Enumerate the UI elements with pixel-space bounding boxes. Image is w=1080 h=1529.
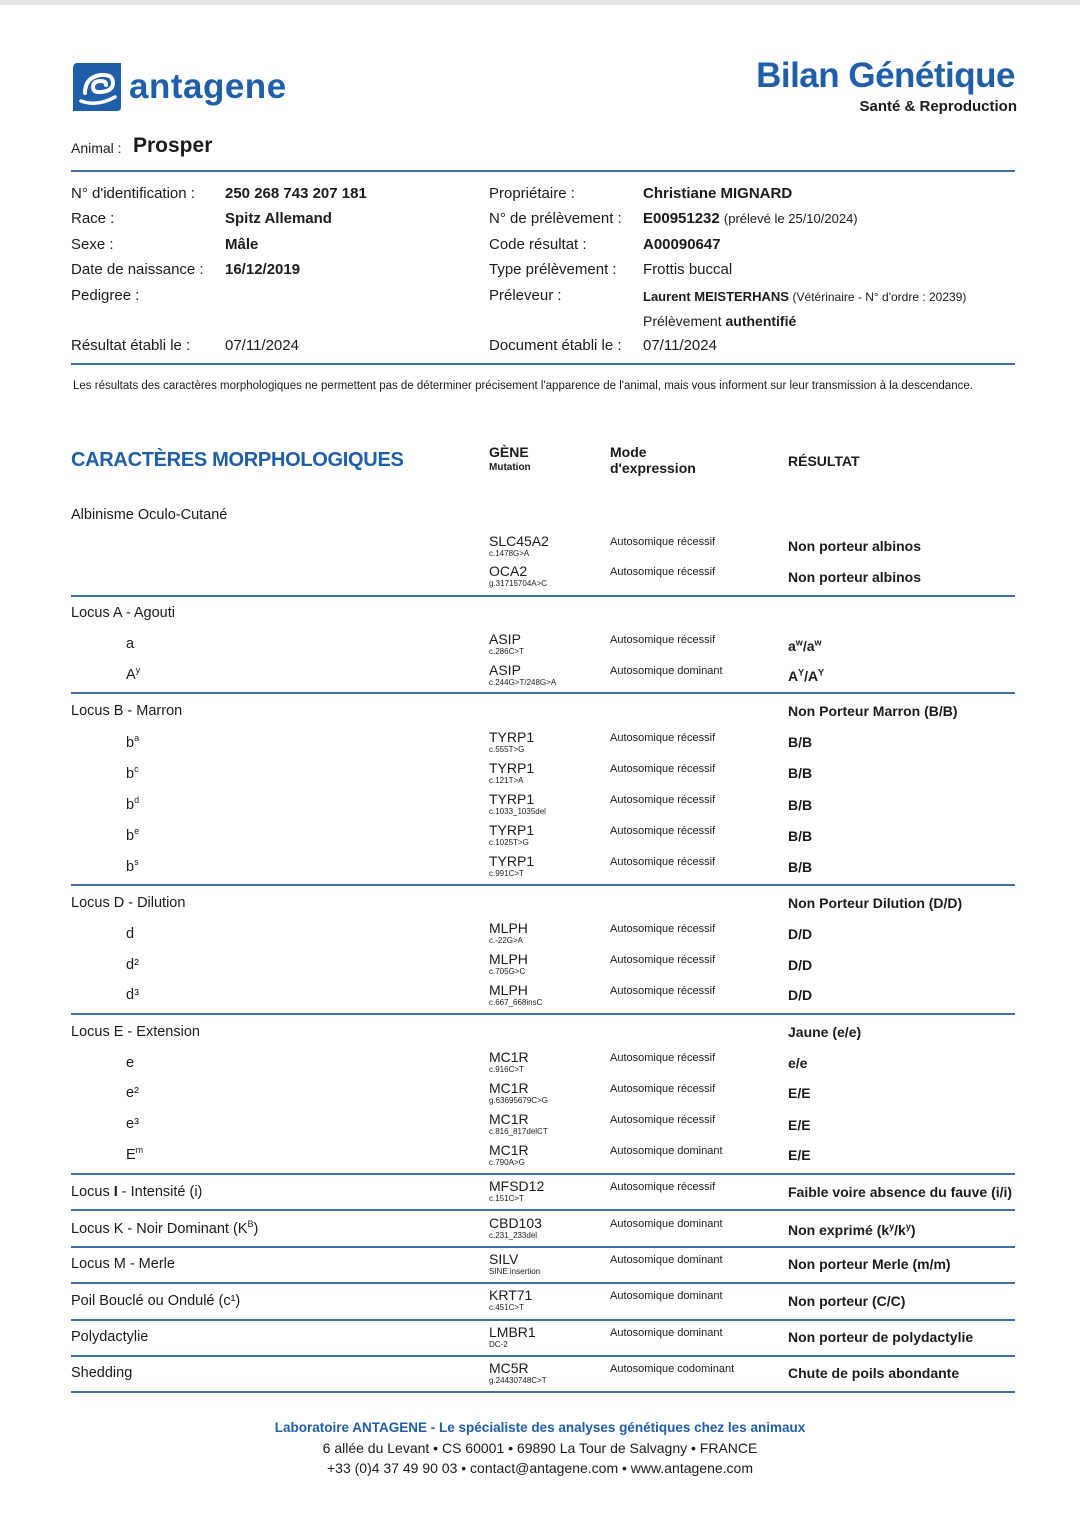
group-merle: Locus M - Merle [71,1256,175,1272]
expression-mode: Autosomique récessif [610,763,716,775]
gene-name: MC5R [489,1360,529,1376]
result: e/e [788,1055,808,1071]
expression-mode: Autosomique récessif [610,634,716,646]
variant: d² [126,957,139,973]
divider [71,1173,1015,1175]
allele: a [788,638,796,654]
variant: e³ [126,1116,139,1132]
variant-sup: c [134,764,139,775]
gene-name: LMBR1 [489,1324,536,1340]
gene-name: SLC45A2 [489,533,549,549]
variant: d [126,926,135,942]
variant-sup: e [134,826,140,837]
footer-lab: Laboratoire ANTAGENE - Le spécialiste des analyses génétiques chez les animaux [274,1420,806,1435]
mutation: g.24430748C>T [489,1376,547,1385]
report-subtitle: Santé & Reproduction [859,98,1017,115]
variant-base: b [126,859,135,875]
gene-name: ASIP [489,631,521,647]
allele-sep: /a [802,638,815,654]
mutation: c.451C>T [489,1303,524,1312]
dob-value: 16/12/2019 [225,261,301,278]
allele-sup: w [814,637,822,648]
gene-name: TYRP1 [489,729,535,745]
group-albinisme: Albinisme Oculo-Cutané [71,507,228,523]
result-mid: /k [894,1222,906,1238]
result-date-label: Résultat établi le : [71,337,191,354]
mutation: g.31715704A>C [489,579,548,588]
sexe-value: Mâle [225,236,259,253]
result: E/E [788,1117,811,1133]
group-extension: Locus E - Extension [71,1024,200,1040]
mutation: c.231_233del [489,1231,538,1240]
mutation: c.-22G>A [489,936,524,945]
gene-name: MC1R [489,1142,529,1158]
disclaimer: Les résultats des caractères morphologiques ne permettent pas de déterminer précisement l'apparence de l'animal, mais vous informent sur leur transmission à la descendance. [73,380,973,392]
variant-sup: s [134,857,139,868]
animal-label: Animal : [71,140,122,156]
allele-sep: /A [804,668,819,684]
result: B/B [788,734,813,750]
group-shedding: Shedding [71,1365,133,1381]
variant-sup: y [135,665,141,676]
result: B/B [788,797,813,813]
allele-sup: Y [818,667,825,678]
col-mode-line1: Mode [610,444,647,460]
result: Non porteur albinos [788,569,921,585]
expression-mode: Autosomique récessif [610,856,716,868]
owner-label: Propriétaire : [489,185,575,202]
mutation: g.63695679C>G [489,1096,548,1105]
group-result: Jaune (e/e) [788,1024,862,1040]
expression-mode: Autosomique dominant [610,1327,723,1339]
gene-name: TYRP1 [489,791,535,807]
auth-group [643,311,796,331]
gene-name: MC1R [489,1111,529,1127]
preleveur-note: (Vétérinaire - N° d'ordre : 20239) [792,290,967,304]
divider [71,1013,1015,1015]
expression-mode: Autosomique récessif [610,1181,716,1193]
sample-label: N° de prélèvement : [489,210,622,227]
type-value: Frottis buccal [643,261,733,278]
mutation: c.1033_1035del [489,807,546,816]
mutation: c.121T>A [489,776,524,785]
result: D/D [788,926,813,942]
group-result: Non Porteur Dilution (D/D) [788,895,963,911]
group-noir-dominant [71,1221,258,1237]
result-post: ) [910,1222,916,1238]
result [788,1222,916,1238]
footer-address: 6 allée du Levant • CS 60001 • 69890 La Tour de Salvagny • FRANCE [322,1440,758,1456]
expression-mode: Autosomique dominant [610,1218,723,1230]
gene-name: MLPH [489,982,528,998]
doc-date-value: 07/11/2024 [643,337,717,354]
variant [126,828,139,844]
footer-contact: +33 (0)4 37 49 90 03 • contact@antagene.com • www.antagene.com [326,1460,753,1476]
expression-mode: Autosomique dominant [610,1254,723,1266]
result [788,668,824,684]
mutation: c.667_668insC [489,998,543,1007]
variant-sup: m [135,1145,144,1156]
result: E/E [788,1085,811,1101]
variant-base: E [126,1147,136,1163]
allele-sup: w [795,637,803,648]
result: Non porteur de polydactylie [788,1329,974,1345]
race-value: Spitz Allemand [225,210,332,227]
preleveur-value: Laurent MEISTERHANS [643,289,789,304]
result: B/B [788,828,813,844]
result [788,638,822,654]
result-sup: y [905,1221,911,1232]
variant [126,766,139,782]
gene-name: MC1R [489,1049,529,1065]
variant-base: b [126,735,135,751]
gene-name: MC1R [489,1080,529,1096]
allele: A [788,668,799,684]
variant [126,1147,143,1163]
logo-wordmark: antagene [129,67,287,106]
expression-mode: Autosomique récessif [610,985,716,997]
divider [71,595,1015,597]
result-date-value: 07/11/2024 [225,337,299,354]
mutation: DC-2 [489,1340,508,1349]
gene-name: ASIP [489,662,521,678]
group-intensite-post: - Intensité (i) [117,1184,203,1200]
result: D/D [788,957,813,973]
code-value: A00090647 [643,236,721,253]
expression-mode: Autosomique dominant [610,665,723,677]
section-title: CARACTÈRES MORPHOLOGIQUES [71,449,404,471]
gene-name: MLPH [489,920,528,936]
report-title: Bilan Génétique [756,56,1015,95]
group-polydactylie: Polydactylie [71,1329,149,1345]
result: Faible voire absence du fauve (i/i) [788,1184,1013,1200]
gene-name: TYRP1 [489,760,535,776]
col-mode-line2: d'expression [610,460,696,476]
variant [126,667,140,683]
doc-date-label: Document établi le : [489,337,622,354]
preleveur-group [643,287,966,307]
col-mode [610,444,696,476]
gene-name: OCA2 [489,563,528,579]
col-result: RÉSULTAT [788,453,860,469]
expression-mode: Autosomique codominant [610,1363,735,1375]
variant: e² [126,1085,139,1101]
variant: e [126,1055,135,1071]
preleveur-label: Préleveur : [489,287,562,304]
result: Chute de poils abondante [788,1365,960,1381]
type-label: Type prélèvement : [489,261,617,278]
group-intensite-pre: Locus [71,1184,114,1200]
mutation: c.1025T>G [489,838,529,847]
expression-mode: Autosomique récessif [610,566,716,578]
sample-note: (prélevé le 25/10/2024) [723,211,858,226]
mutation: c.816_817delCT [489,1127,548,1136]
variant-base: b [126,797,135,813]
auth-status: authentifié [725,313,797,329]
col-mutation-label: Mutation [489,462,531,473]
result: D/D [788,987,813,1003]
dob-label: Date de naissance : [71,261,204,278]
mutation: c.286C>T [489,647,524,656]
divider [71,692,1015,694]
mutation: c.244G>T/248G>A [489,678,557,687]
sample-value: E00951232 [643,210,720,227]
result: Non porteur (C/C) [788,1293,906,1309]
animal-name: Prosper [133,134,213,157]
race-label: Race : [71,210,115,227]
gene-name: TYRP1 [489,853,535,869]
col-gene [489,444,531,476]
result: E/E [788,1147,811,1163]
group-result: Non Porteur Marron (B/B) [788,703,958,719]
gene-name: KRT71 [489,1287,533,1303]
variant [126,797,139,813]
gene-name: MLPH [489,951,528,967]
group-poil: Poil Bouclé ou Ondulé (c¹) [71,1293,241,1309]
result: Non porteur Merle (m/m) [788,1256,951,1272]
variant [126,735,139,751]
sexe-label: Sexe : [71,236,114,253]
variant [126,859,139,875]
group-dilution: Locus D - Dilution [71,895,186,911]
group-agouti: Locus A - Agouti [71,605,175,621]
expression-mode: Autosomique récessif [610,794,716,806]
expression-mode: Autosomique dominant [610,1145,723,1157]
group-noir-pre: Locus K - Noir Dominant (K [71,1221,248,1237]
divider [71,1391,1015,1393]
divider [71,1319,1015,1321]
divider [71,1209,1015,1211]
allele-sup: Y [798,667,805,678]
gene-name: CBD103 [489,1215,542,1231]
gene-name: TYRP1 [489,822,535,838]
mutation: c.151C>T [489,1194,524,1203]
variant: a [126,636,135,652]
variant-base: b [126,828,135,844]
divider [71,1282,1015,1284]
result: Non porteur albinos [788,538,921,554]
antagene-logo-icon [71,61,123,113]
col-gene-label: GÈNE [489,444,529,460]
divider [71,1355,1015,1357]
variant-base: b [126,766,135,782]
result-pre: Non exprimé (k [788,1222,890,1238]
variant: d³ [126,987,139,1003]
mutation: c.790A>G [489,1158,525,1167]
id-value: 250 268 743 207 181 [225,185,367,202]
result: B/B [788,765,813,781]
gene-name: MFSD12 [489,1178,545,1194]
result: B/B [788,859,813,875]
divider [71,884,1015,886]
expression-mode: Autosomique récessif [610,1052,716,1064]
mutation: SINE insertion [489,1267,541,1276]
id-label: N° d'identification : [71,185,195,202]
result-sup: y [889,1221,895,1232]
expression-mode: Autosomique récessif [610,732,716,744]
group-marron: Locus B - Marron [71,703,183,719]
code-label: Code résultat : [489,236,587,253]
expression-mode: Autosomique récessif [610,1114,716,1126]
expression-mode: Autosomique récessif [610,954,716,966]
group-intensite-i: I [113,1184,118,1200]
divider [71,1246,1015,1248]
variant-sup: a [134,733,140,744]
expression-mode: Autosomique récessif [610,923,716,935]
expression-mode: Autosomique récessif [610,1083,716,1095]
variant-sup: d [134,795,140,806]
mutation: c.705G>C [489,967,526,976]
auth-text: Prélèvement [643,313,722,329]
gene-name: SILV [489,1251,519,1267]
sample-value-group [643,209,858,229]
owner-value: Christiane MIGNARD [643,185,793,202]
mutation: c.555T>G [489,745,525,754]
mutation: c.916C>T [489,1065,524,1074]
group-intensite [71,1184,202,1200]
group-noir-sup: B [247,1219,254,1230]
divider [71,363,1015,365]
antagene-logo [71,60,287,114]
expression-mode: Autosomique dominant [610,1290,723,1302]
mutation: c.1478G>A [489,549,530,558]
expression-mode: Autosomique récessif [610,825,716,837]
group-noir-post: ) [253,1221,259,1237]
expression-mode: Autosomique récessif [610,536,716,548]
pedigree-label: Pedigree : [71,287,140,304]
variant-base: A [126,667,136,683]
mutation: c.991C>T [489,869,524,878]
divider [71,170,1015,172]
